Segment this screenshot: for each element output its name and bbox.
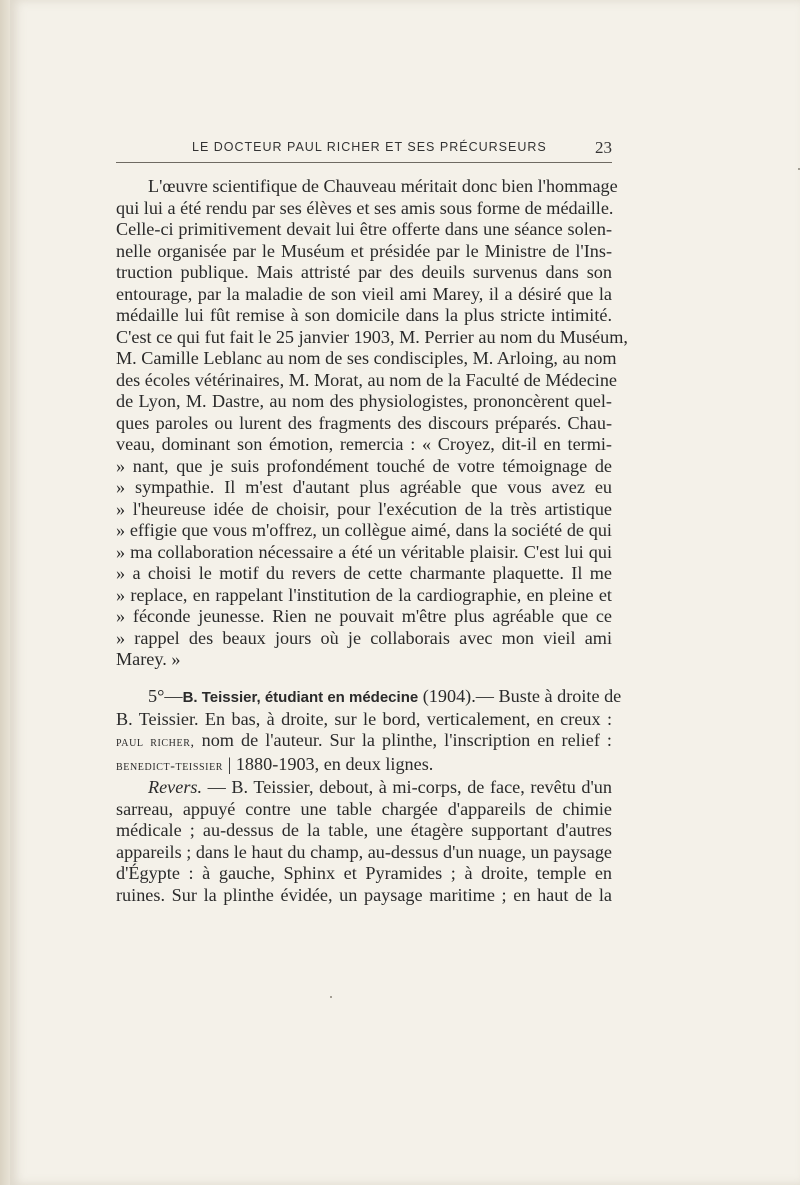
text-line: médaille lui fût remise à son domicile dans la plus stricte intimité. (116, 305, 612, 325)
text-line: M. Camille Leblanc au nom de ses condisciples, M. Arloing, au nom (116, 348, 617, 368)
text-line: nelle organisée par le Muséum et présidée par le Ministre de l'Ins- (116, 240, 612, 261)
quote-line: » rappel des beaux jours où je collaborais avec mon vieil ami (116, 627, 612, 648)
revers-label: Revers. (148, 777, 203, 797)
text-line: ques paroles ou lurent des fragments des discours préparés. Chau- (116, 412, 612, 433)
text-line (116, 754, 612, 778)
page-number: 23 (595, 138, 612, 157)
text-line: ruines. Sur la plinthe évidée, un paysage maritime ; en haut de la (116, 884, 612, 905)
text-fragment: nom de l'auteur. Sur la plinthe, l'inscription en relief : (194, 730, 612, 750)
quote-line: » ma collaboration nécessaire a été un véritable plaisir. C'est lui qui (116, 541, 612, 562)
paragraph-revers (116, 777, 612, 906)
text-line: appareils ; dans le haut du champ, au-dessus d'un nuage, un paysage (116, 841, 612, 862)
text-line: C'est ce qui fut fait le 25 janvier 1903, M. Perrier au nom du Muséum, (116, 326, 628, 347)
text-line: B. Teissier. En bas, à droite, sur le bord, verticalement, en creux : (116, 708, 612, 729)
text-line: entourage, par la maladie de son vieil ami Marey, il a désiré que la (116, 283, 612, 304)
text-line: L'œuvre scientifique de Chauveau méritait donc bien l'hommage (148, 176, 618, 196)
quote-line: » a choisi le motif du revers de cette charmante plaquette. Il me (116, 563, 612, 583)
text-fragment: — B. Teissier, debout, à mi-corps, de face, revêtu d'un (202, 777, 612, 797)
text-line: de Lyon, M. Dastre, au nom des physiologistes, prononcèrent quel- (116, 391, 612, 411)
text-line: veau, dominant son émotion, remercia : « Croyez, dit-il en termi- (116, 434, 612, 454)
paragraph-chauveau (116, 176, 628, 671)
inscription: benedict-teissier (116, 758, 224, 774)
quote-line: Marey. » (116, 649, 181, 669)
text-line: d'Égypte : à gauche, Sphinx et Pyramides ; à droite, temple en (116, 863, 612, 883)
quote-line: » sympathie. Il m'est d'autant plus agréable que vous avez eu (116, 477, 612, 497)
quote-line: » effigie que vous m'offrez, un collègue aimé, dans la société de qui (116, 520, 612, 540)
item-number: 5°— (148, 686, 183, 706)
running-title: LE DOCTEUR PAUL RICHER ET SES PRÉCURSEURS (192, 140, 547, 154)
paragraph-teissier (116, 686, 622, 777)
quote-line: » nant, que je suis profondément touché de votre témoignage de (116, 455, 612, 476)
text-line (116, 777, 612, 799)
paper-speck (330, 996, 332, 998)
author-signature: paul richer, (116, 735, 195, 750)
quote-line: » féconde jeunesse. Rien ne pouvait m'être plus agréable que ce (116, 606, 612, 626)
text-line (116, 686, 622, 709)
text-fragment: (1904).— Buste à droite de (418, 686, 622, 706)
text-line: qui lui a été rendu par ses élèves et ses amis sous forme de médaille. (116, 197, 614, 218)
text-line: des écoles vétérinaires, M. Morat, au nom de la Faculté de Médecine (116, 369, 617, 390)
quote-line: » l'heureuse idée de choisir, pour l'exécution de la très artistique (116, 498, 612, 519)
text-line (116, 730, 612, 754)
text-line: médicale ; au-dessus de la table, une étagère supportant d'autres (116, 820, 612, 840)
text-fragment: | 1880-1903, en deux lignes. (223, 753, 434, 774)
page-header (116, 140, 612, 163)
text-line: sarreau, appuyé contre une table chargée d'appareils de chimie (116, 798, 612, 819)
medal-title: B. Teissier, étudiant en médecine (182, 689, 419, 706)
quote-line: » replace, en rappelant l'institution de la cardiographie, en pleine et (116, 584, 612, 605)
text-line: truction publique. Mais attristé par des deuils survenus dans son (116, 262, 612, 282)
text-line: Celle-ci primitivement devait lui être offerte dans une séance solen- (116, 219, 612, 239)
